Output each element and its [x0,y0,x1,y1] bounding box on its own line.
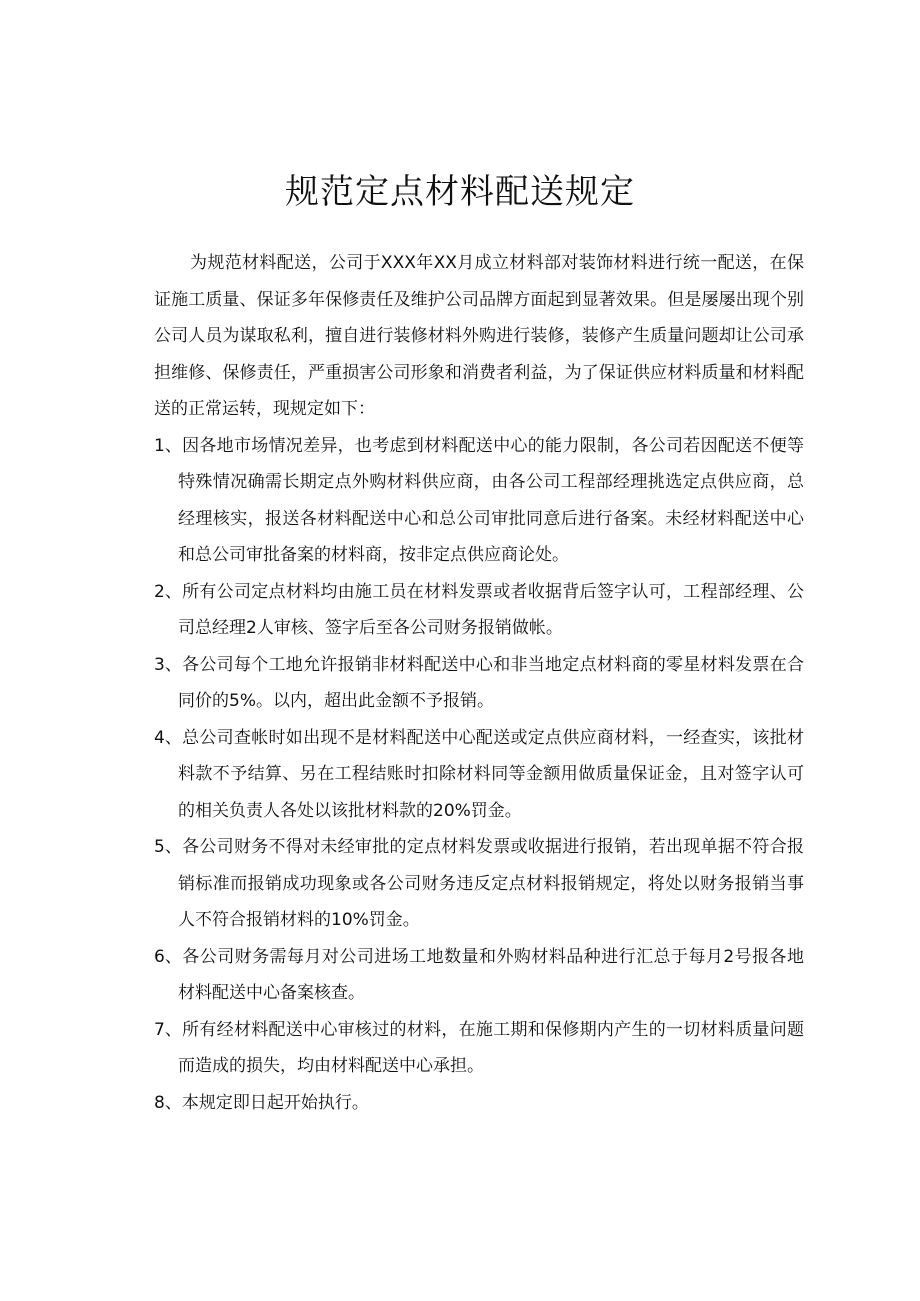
rule-item-6 [154,939,804,1012]
rule-item-2 [154,574,804,647]
rule-text: 各公司财务需每月对公司进场工地数量和外购材料品种进行汇总于每月2号报各地材料配送中心备案核查。 [178,946,804,1003]
document-title: 规范定点材料配送规定 [285,172,635,212]
rule-text: 因各地市场情况差异，也考虑到材料配送中心的能力限制，各公司若因配送不便等特殊情况确需长期定点外购材料供应商，由各公司工程部经理挑选定点供应商，总经理核实，报送各材料配送中心和总公司审批同意后进行备案。未经材料配送中心和总公司审批备案的材料商，按非定点供应商论处。 [178,435,804,565]
rule-text: 所有公司定点材料均由施工员在材料发票或者收据背后签字认可，工程部经理、公司总经理2人审核、签字后至各公司财务报销做帐。 [178,581,804,638]
rule-item-1 [154,428,804,574]
rule-text: 总公司查帐时如出现不是材料配送中心配送或定点供应商材料，一经查实，该批材料款不予结算、另在工程结账时扣除材料同等金额用做质量保证金，且对签字认可的相关负责人各处以该批材料款的20%罚金。 [178,727,804,821]
rule-number: 6、 [154,946,182,967]
rule-item-5 [154,829,804,939]
document-body [154,245,804,1121]
rule-number: 8、 [154,1092,182,1113]
rule-number: 7、 [154,1019,182,1040]
intro-paragraph: 为规范材料配送，公司于XXX年XX月成立材料部对装饰材料进行统一配送，在保证施工质量、保证多年保修责任及维护公司品牌方面起到显著效果。但是屡屡出现个别公司人员为谋取私利，擅自进行装修材料外购进行装修，装修产生质量问题却让公司承担维修、保修责任，严重损害公司形象和消费者利益，为了保证供应材料质量和材料配送的正常运转，现规定如下： [154,253,804,419]
rule-number: 3、 [154,654,182,675]
rule-number: 4、 [154,727,182,748]
rule-number: 2、 [154,581,182,602]
rule-item-8 [154,1085,804,1122]
rule-text: 本规定即日起开始执行。 [181,1092,369,1113]
rule-list [154,428,804,1122]
rule-item-4 [154,720,804,830]
rule-number: 1、 [154,435,182,456]
rule-item-7 [154,1012,804,1085]
rule-text: 各公司财务不得对未经审批的定点材料发票或收据进行报销，若出现单据不符合报销标准而报销成功现象或各公司财务违反定点材料报销规定，将处以财务报销当事人不符合报销材料的10%罚金。 [178,837,804,930]
rule-item-3 [154,647,804,720]
rule-text: 所有经材料配送中心审核过的材料，在施工期和保修期内产生的一切材料质量问题而造成的损失，均由材料配送中心承担。 [178,1019,804,1076]
rule-text: 各公司每个工地允许报销非材料配送中心和非当地定点材料商的零星材料发票在合同价的5%。以内，超出此金额不予报销。 [178,654,804,711]
rule-number: 5、 [154,837,182,857]
